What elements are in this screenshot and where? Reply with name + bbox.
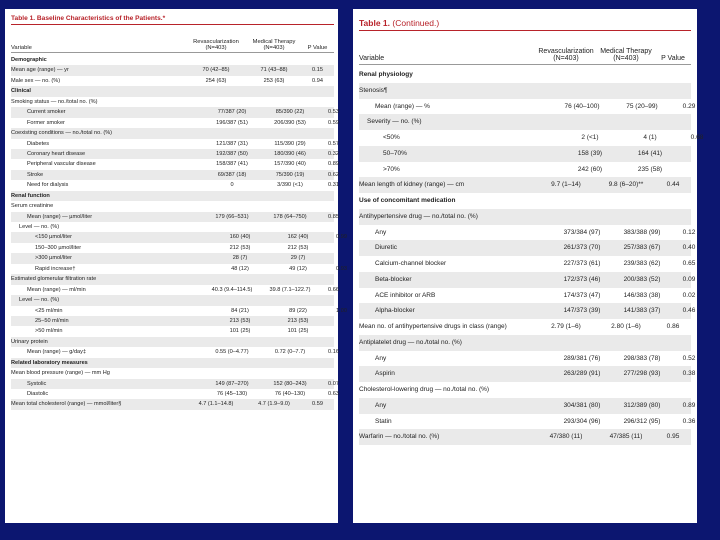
table-row xyxy=(11,264,347,274)
p-value: 0.93 xyxy=(336,265,347,272)
table-row xyxy=(11,389,339,399)
medical-therapy-value: 235 (58) xyxy=(637,165,663,173)
table-row xyxy=(11,222,334,232)
row-label: Beta-blocker xyxy=(375,275,412,283)
medical-therapy-value: 178 (64–750) xyxy=(273,213,307,220)
table-row xyxy=(11,399,334,409)
row-label: Clinical xyxy=(11,88,31,95)
row-label: Calcium-channel blocker xyxy=(375,260,447,267)
revascularization-value: 9.7 (1–14) xyxy=(551,181,581,189)
row-label: Antiplatelet drug — no./total no. (%) xyxy=(359,338,462,346)
medical-therapy-value: 89 (22) xyxy=(289,307,307,314)
table-row xyxy=(359,366,696,382)
table-body xyxy=(11,55,347,410)
row-label: Diuretic xyxy=(375,244,398,252)
row-label: Systolic xyxy=(27,380,47,387)
medical-therapy-value: 75/390 (19) xyxy=(275,171,305,178)
revascularization-value: 179 (66–531) xyxy=(215,213,249,220)
table-row xyxy=(11,253,334,263)
row-label: <50% xyxy=(383,134,400,141)
row-label: Stroke xyxy=(27,171,44,178)
revascularization-value: 289/381 (76) xyxy=(563,354,601,362)
header-revascularization: Revascularization (N=403) xyxy=(538,48,594,62)
table-row xyxy=(11,295,334,305)
revascularization-value: 212 (53) xyxy=(229,244,251,251)
table-row xyxy=(11,316,334,326)
row-label: Mean (range) — % xyxy=(375,102,430,110)
header-p-value: P Value xyxy=(661,55,685,62)
table-row xyxy=(359,256,696,272)
revascularization-value: 213 (53) xyxy=(229,317,251,324)
revascularization-value: 242 (60) xyxy=(577,165,603,173)
revascularization-value: 147/373 (39) xyxy=(563,307,601,315)
table-row xyxy=(11,201,334,211)
medical-therapy-value: 115/390 (29) xyxy=(274,140,306,147)
medical-therapy-value: 4.7 (1.9–9.0) xyxy=(258,401,290,408)
row-label: Former smoker xyxy=(27,119,65,126)
row-label: Serum creatinine xyxy=(11,203,54,210)
revascularization-value: 70 (42–85) xyxy=(202,67,230,74)
row-label: >300 µmol/liter xyxy=(35,255,72,262)
row-label: Peripheral vascular disease xyxy=(27,161,96,168)
table-row xyxy=(11,55,334,65)
row-label: Male sex — no. (%) xyxy=(11,77,61,84)
row-label: 50–70% xyxy=(383,149,407,157)
medical-therapy-value: 253 (63) xyxy=(263,77,285,84)
row-label: 25–50 ml/min xyxy=(35,317,69,324)
row-label: <25 ml/min xyxy=(35,307,63,314)
table-row xyxy=(11,76,334,86)
table-title-continued-note: (Continued.) xyxy=(392,18,440,28)
p-value: 0.02 xyxy=(682,291,696,299)
table-row xyxy=(359,414,696,430)
revascularization-value: 121/387 (31) xyxy=(216,140,248,147)
p-value: 0.09 xyxy=(682,275,696,283)
row-label: Need for dialysis xyxy=(27,182,69,189)
table-row xyxy=(359,303,696,319)
medical-therapy-value: 29 (7) xyxy=(290,255,306,262)
row-label: Diabetes xyxy=(27,140,50,147)
table-row xyxy=(359,99,696,115)
table-row xyxy=(359,193,691,209)
table-row xyxy=(11,149,339,159)
medical-therapy-value: 162 (40) xyxy=(287,234,309,241)
row-label: Mean age (range) — yr xyxy=(11,67,69,74)
p-value: 0.31 xyxy=(328,182,339,189)
medical-therapy-value: 312/389 (80) xyxy=(623,401,661,409)
row-label: Mean (range) — g/day‡ xyxy=(27,349,87,356)
header-medical-therapy: Medical Therapy (N=403) xyxy=(600,48,652,62)
revascularization-value: 196/387 (51) xyxy=(216,119,248,126)
medical-therapy-value: 146/383 (38) xyxy=(623,291,661,299)
row-label: Cholesterol-lowering drug — no./total no. (%) xyxy=(359,386,490,393)
medical-therapy-value: 85/390 (22) xyxy=(275,109,305,116)
revascularization-value: 76 (45–130) xyxy=(216,391,248,397)
table-row xyxy=(359,146,691,162)
revascularization-value: 101 (25) xyxy=(229,328,251,335)
row-label: Level — no. (%) xyxy=(19,224,60,230)
table-row xyxy=(11,159,339,169)
revascularization-value: 158/387 (41) xyxy=(216,161,248,168)
medical-therapy-value: 157/390 (40) xyxy=(274,161,306,168)
medical-therapy-value: 2.80 (1–6) xyxy=(611,323,641,330)
table-row xyxy=(359,335,691,351)
row-label: Mean (range) — µmol/liter xyxy=(27,213,93,220)
row-label: Urinary protein xyxy=(11,338,48,345)
medical-therapy-value: 239/383 (62) xyxy=(623,260,661,267)
medical-therapy-value: 257/383 (67) xyxy=(623,244,661,252)
p-value: 0.57 xyxy=(328,140,339,147)
p-value: 0.32 xyxy=(328,150,339,157)
revascularization-value: 373/384 (97) xyxy=(563,228,601,236)
medical-therapy-value: 298/383 (78) xyxy=(623,354,661,362)
medical-therapy-value: 75 (20–99) xyxy=(626,102,658,110)
table-row xyxy=(359,398,696,414)
row-label: Mean length of kidney (range) — cm xyxy=(359,181,465,189)
medical-therapy-value: 3/390 (<1) xyxy=(277,182,303,189)
row-label: Diastolic xyxy=(27,391,49,397)
revascularization-value: 263/289 (91) xyxy=(563,370,601,378)
table-row xyxy=(11,274,334,284)
row-label: Stenosis¶ xyxy=(359,86,388,94)
medical-therapy-value: 277/298 (93) xyxy=(623,370,661,378)
p-value: 0.59 xyxy=(312,401,323,408)
header-variable: Variable xyxy=(359,55,385,62)
row-label: Any xyxy=(375,401,387,409)
medical-therapy-value: 39.8 (7.1–122.7) xyxy=(269,286,311,293)
table-left-page xyxy=(5,9,347,523)
table-row xyxy=(359,67,691,83)
medical-therapy-value: 180/390 (46) xyxy=(274,150,306,157)
revascularization-value: 254 (63) xyxy=(205,77,227,84)
p-value: 0.66 xyxy=(328,286,339,293)
header-medical-therapy: Medical Therapy (N=403) xyxy=(252,39,296,51)
medical-therapy-value: 9.8 (6–20)** xyxy=(608,181,644,189)
table-row xyxy=(11,139,339,149)
table-row xyxy=(359,177,691,193)
table-row xyxy=(359,83,691,99)
revascularization-value: 174/373 (47) xyxy=(563,291,601,299)
p-value: 0.12 xyxy=(682,228,696,236)
row-label: Use of concomitant medication xyxy=(359,197,456,204)
medical-therapy-value: 152 (80–243) xyxy=(273,380,307,387)
table-row xyxy=(359,351,696,367)
p-value: 0.62 xyxy=(328,171,339,178)
revascularization-value: 0.55 (0–4.77) xyxy=(215,349,249,356)
row-label: Mean (range) — ml/min xyxy=(27,286,86,293)
p-value: 0.53 xyxy=(328,109,339,116)
p-value: 0.40 xyxy=(682,244,696,252)
table-row xyxy=(11,347,339,357)
row-label: ACE inhibitor or ARB xyxy=(375,291,436,299)
p-value: 0.36 xyxy=(682,417,696,425)
row-label: Rapid increase† xyxy=(35,265,76,272)
row-label: Severity — no. (%) xyxy=(367,118,422,126)
p-value: 0.52 xyxy=(682,354,696,362)
row-label: 150–300 µmol/liter xyxy=(35,244,82,251)
p-value: 0.89 xyxy=(682,401,696,409)
header-variable: Variable xyxy=(11,45,32,51)
row-label: Any xyxy=(375,354,387,362)
row-label: Any xyxy=(375,228,387,236)
medical-therapy-value: 49 (12) xyxy=(289,265,307,272)
table-row xyxy=(359,162,691,178)
table-row xyxy=(359,319,691,335)
table-row xyxy=(11,128,334,138)
p-value: 0.63 xyxy=(328,391,339,397)
revascularization-value: 172/373 (46) xyxy=(563,275,601,283)
table-header xyxy=(359,36,691,65)
header-p-value: P Value xyxy=(307,45,328,51)
revascularization-value: 76 (40–100) xyxy=(564,102,600,110)
table-row xyxy=(359,272,696,288)
table-header xyxy=(11,29,334,53)
revascularization-value: 47/380 (11) xyxy=(549,433,583,441)
medical-therapy-value: 212 (53) xyxy=(287,244,309,251)
table-row xyxy=(359,240,696,256)
p-value: 0.95 xyxy=(666,433,680,441)
row-label: Level — no. (%) xyxy=(19,297,60,304)
row-label: Warfarin — no./total no. (%) xyxy=(359,433,440,441)
table-row xyxy=(359,130,704,146)
medical-therapy-value: 4 (1) xyxy=(643,134,657,141)
table-row xyxy=(359,382,691,398)
table-row xyxy=(11,285,339,295)
table-row xyxy=(11,180,339,190)
p-value: 0.15 xyxy=(312,67,323,74)
revascularization-value: 69/387 (18) xyxy=(217,171,247,178)
medical-therapy-value: 213 (53) xyxy=(287,317,309,324)
medical-therapy-value: 71 (43–88) xyxy=(260,67,288,74)
row-label: Renal function xyxy=(11,192,50,199)
revascularization-value: 2 (<1) xyxy=(581,134,599,141)
p-value: 1.00 xyxy=(336,307,347,314)
table-row xyxy=(11,326,334,336)
medical-therapy-value: 101 (25) xyxy=(287,328,309,335)
p-value: 0.94 xyxy=(312,77,323,84)
row-label: Aspirin xyxy=(375,370,395,378)
revascularization-value: 192/387 (50) xyxy=(216,150,248,157)
revascularization-value: 77/387 (20) xyxy=(217,109,247,116)
table-row xyxy=(11,243,334,253)
p-value: 0.65 xyxy=(682,260,696,267)
p-value: 0.07 xyxy=(328,380,339,387)
row-label: Current smoker xyxy=(27,109,66,116)
revascularization-value: 261/373 (70) xyxy=(563,244,601,252)
revascularization-value: 40.3 (9.4–114.5) xyxy=(211,286,253,293)
table-row xyxy=(11,358,334,368)
table-row xyxy=(11,191,334,201)
header-revascularization: Revascularization (N=403) xyxy=(193,39,239,51)
revascularization-value: 28 (7) xyxy=(232,255,248,262)
p-value: 0.99 xyxy=(336,234,347,241)
row-label: Coronary heart disease xyxy=(27,150,86,157)
table-right-page xyxy=(353,9,704,523)
row-label: >70% xyxy=(383,165,400,173)
medical-therapy-value: 200/383 (52) xyxy=(623,275,661,283)
medical-therapy-value: 76 (40–130) xyxy=(274,391,306,397)
table-row xyxy=(11,306,347,316)
p-value: 0.44 xyxy=(666,181,680,189)
row-label: Smoking status — no./total no. (%) xyxy=(11,98,98,105)
table-row xyxy=(359,225,696,241)
table-body xyxy=(359,67,704,445)
table-row xyxy=(359,114,691,130)
revascularization-value: 0 xyxy=(230,182,234,189)
table-row xyxy=(359,288,696,304)
medical-therapy-value: 141/383 (37) xyxy=(623,307,661,315)
p-value: 0.89 xyxy=(328,161,339,168)
medical-therapy-value: 0.72 (0–7.7) xyxy=(274,349,306,356)
row-label: Mean total cholesterol (range) — mmol/liter§ xyxy=(11,401,122,408)
p-value: 0.38 xyxy=(682,370,696,378)
table-row xyxy=(11,337,334,347)
p-value: 0.68 xyxy=(690,134,704,141)
p-value: 0.86 xyxy=(666,323,680,330)
revascularization-value: 293/304 (96) xyxy=(563,417,601,425)
revascularization-value: 84 (21) xyxy=(231,307,249,314)
table-row xyxy=(11,212,339,222)
revascularization-value: 48 (12) xyxy=(231,265,249,272)
revascularization-value: 304/381 (80) xyxy=(563,401,601,409)
table-row xyxy=(11,65,334,75)
row-label: Mean no. of antihypertensive drugs in class (range) xyxy=(359,323,507,330)
table-row xyxy=(11,107,339,117)
medical-therapy-value: 296/312 (95) xyxy=(623,417,661,425)
medical-therapy-value: 383/388 (99) xyxy=(623,228,661,236)
table-row xyxy=(11,232,347,242)
row-label: Statin xyxy=(375,417,392,425)
row-label: Estimated glomerular filtration rate xyxy=(11,276,97,283)
table-title-label: Table 1. xyxy=(359,18,391,28)
revascularization-value: 227/373 (61) xyxy=(563,260,601,267)
revascularization-value: 158 (39) xyxy=(577,149,603,157)
medical-therapy-value: 206/390 (53) xyxy=(274,119,306,126)
table-row xyxy=(11,97,334,107)
row-label: >50 ml/min xyxy=(35,328,63,335)
p-value: 0.46 xyxy=(682,307,696,315)
table-title-continued xyxy=(359,16,691,31)
revascularization-value: 160 (40) xyxy=(229,234,251,241)
table-row xyxy=(11,368,334,378)
row-label: <150 µmol/liter xyxy=(35,234,72,241)
table-row xyxy=(359,209,691,225)
row-label: Alpha-blocker xyxy=(375,307,415,315)
table-title: Table 1. Baseline Characteristics of the Patients.* xyxy=(11,14,334,25)
medical-therapy-value: 164 (41) xyxy=(637,149,663,157)
row-label: Demographic xyxy=(11,57,47,63)
table-row xyxy=(11,379,339,389)
table-row xyxy=(11,170,339,180)
medical-therapy-value: 47/385 (11) xyxy=(609,433,643,441)
row-label: Coexisting conditions — no./total no. (%) xyxy=(11,130,113,137)
revascularization-value: 149 (87–270) xyxy=(215,380,249,387)
row-label: Related laboratory measures xyxy=(11,359,88,366)
row-label: Mean blood pressure (range) — mm Hg xyxy=(11,370,110,377)
revascularization-value: 2.79 (1–6) xyxy=(551,323,581,330)
table-row xyxy=(359,429,691,445)
p-value: 0.59 xyxy=(328,119,339,126)
p-value: 0.16 xyxy=(328,349,339,356)
p-value: 0.85 xyxy=(328,213,339,220)
revascularization-value: 4.7 (1.1–14.8) xyxy=(198,401,234,408)
table-row xyxy=(11,118,339,128)
p-value: 0.29 xyxy=(682,102,696,110)
row-label: Antihypertensive drug — no./total no. (%) xyxy=(359,212,478,220)
row-label: Renal physiology xyxy=(359,71,413,78)
table-row xyxy=(11,86,334,96)
